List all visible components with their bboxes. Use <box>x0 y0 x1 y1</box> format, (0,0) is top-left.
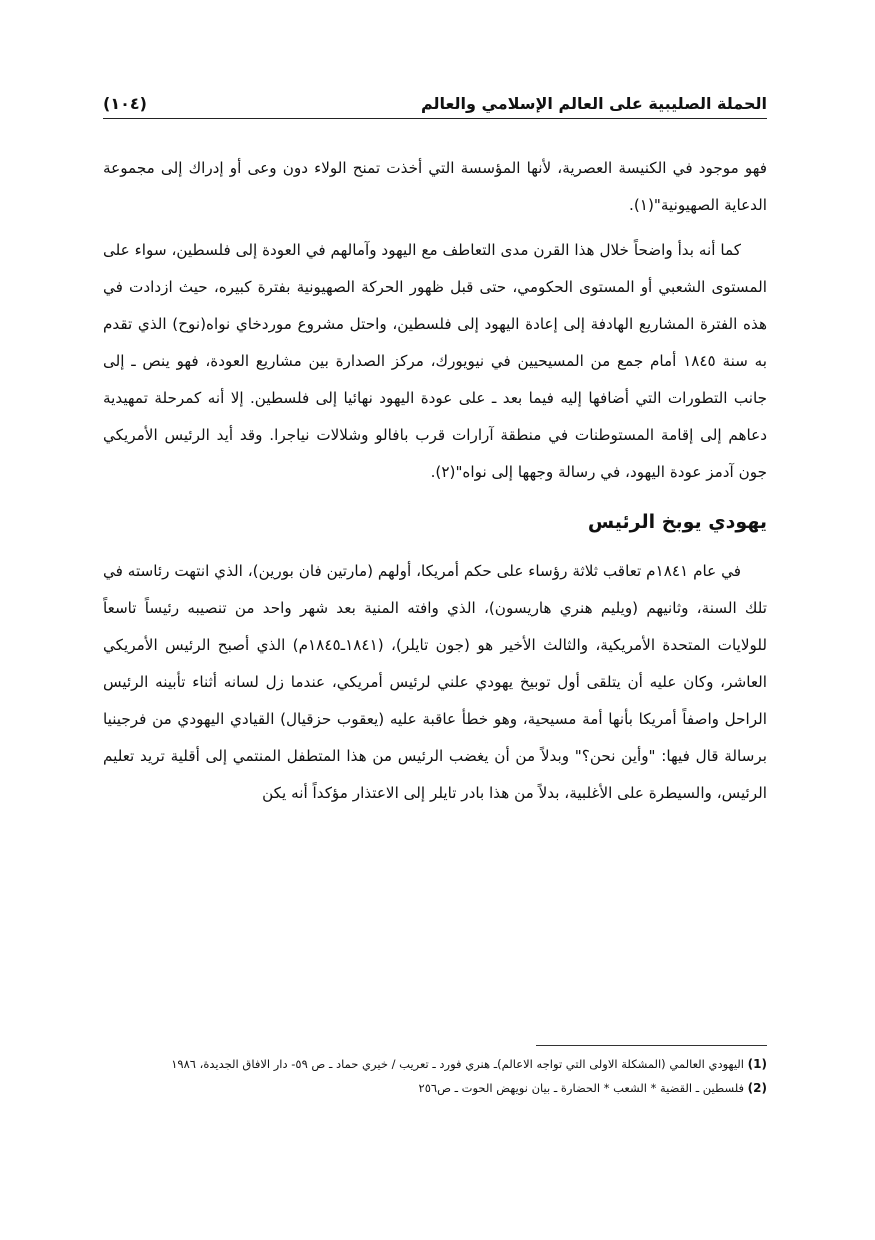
footnote-divider <box>536 1045 767 1046</box>
footnote <box>103 1076 767 1100</box>
footnote-text: فلسطين ـ القضية * الشعب * الحضارة ـ بيان نويهض الحوت ـ ص٢٥٦ <box>418 1081 745 1095</box>
footnote-marker: (1) <box>747 1057 767 1071</box>
section-heading: يهودي يوبخ الرئيس <box>587 511 767 533</box>
footnote-marker: (2) <box>747 1081 767 1095</box>
paragraph: فهو موجود في الكنيسة العصرية، لأنها المؤسسة التي أخذت تمنح الولاء دون وعى أو إدراك إلى مجموعة الدعاية الصهيونية"(١). <box>103 159 767 214</box>
page-header <box>103 88 767 119</box>
page-number: (١٠٤) <box>103 93 147 113</box>
running-title: الحملة الصليبية على العالم الإسلامي والعالم <box>420 93 767 113</box>
body-text <box>103 150 767 812</box>
paragraph: في عام ١٨٤١م تعاقب ثلاثة رؤساء على حكم أمريكا، أولهم (مارتين فان بورين)، الذي انتهت رئاسته في تلك السنة، وثانيهم (ويليم هنري هاريسون)، الذي وافته المنية بعد شهر واحد من تنصيبه رئيساً تاسعاً للولايات المتحدة الأمريكية، والثالث الأخير هو (جون تايلر)، (١٨٤١ـ١٨٤٥م) الذي أصبح الرئيس الأمريكي العاشر، وكان عليه أن يتلقى أول توبيخ يهودي علني لرئيس أمريكي، عندما زل لسانه أثناء تأبينه الرئيس الراحل واصفاً أمريكا بأنها أمة مسيحية، وهو خطأ عاقبة عليه (يعقوب حزقيال) القيادي اليهودي من فرجينيا برسالة قال فيها: "وأين نحن؟" وبدلاً من أن يغضب الرئيس من هذا المتطفل المنتمي إلى أقلية تريد تعليم الرئيس، والسيطرة على الأغلبية، بدلاً من هذا بادر تايلر إلى الاعتذار مؤكداً أنه يكن <box>103 562 767 802</box>
paragraph: كما أنه بدأ واضحاً خلال هذا القرن مدى التعاطف مع اليهود وآمالهم في العودة إلى فلسطين، سواء على المستوى الشعبي أو المستوى الحكومي، حتى قبل ظهور الحركة الصهيونية بفترة كبيره، حيث ازدادت في هذه الفترة المشاريع الهادفة إلى إعادة اليهود إلى فلسطين، واحتل مشروع موردخاي نواه(نوح) الذي تقدم به سنة ١٨٤٥ أمام جمع من المسيحيين في نيويورك، مركز الصدارة بين مشاريع العودة، فهو ينص ـ إلى جانب التطورات التي أضافها إليه فيما بعد ـ على عودة اليهود نهائيا إلى فلسطين. إلا أنه كمرحلة تمهيدية دعاهم إلى إقامة المستوطنات في منطقة آرارات قرب بافالو وشلالات نياجرا. وقد أيد الرئيس الأمريكي جون آدمز عودة اليهود، في رسالة وجهها إلى نواه"(٢). <box>103 241 768 481</box>
footnote-text: اليهودي العالمي (المشكلة الاولى التي تواجه الاعالم)ـ هنري فورد ـ تعريب / خيري حماد ـ ص ٥٩- دار الافاق الجديدة، ١٩٨٦ <box>171 1057 745 1071</box>
footnotes <box>103 1052 767 1100</box>
footnote <box>103 1052 767 1076</box>
